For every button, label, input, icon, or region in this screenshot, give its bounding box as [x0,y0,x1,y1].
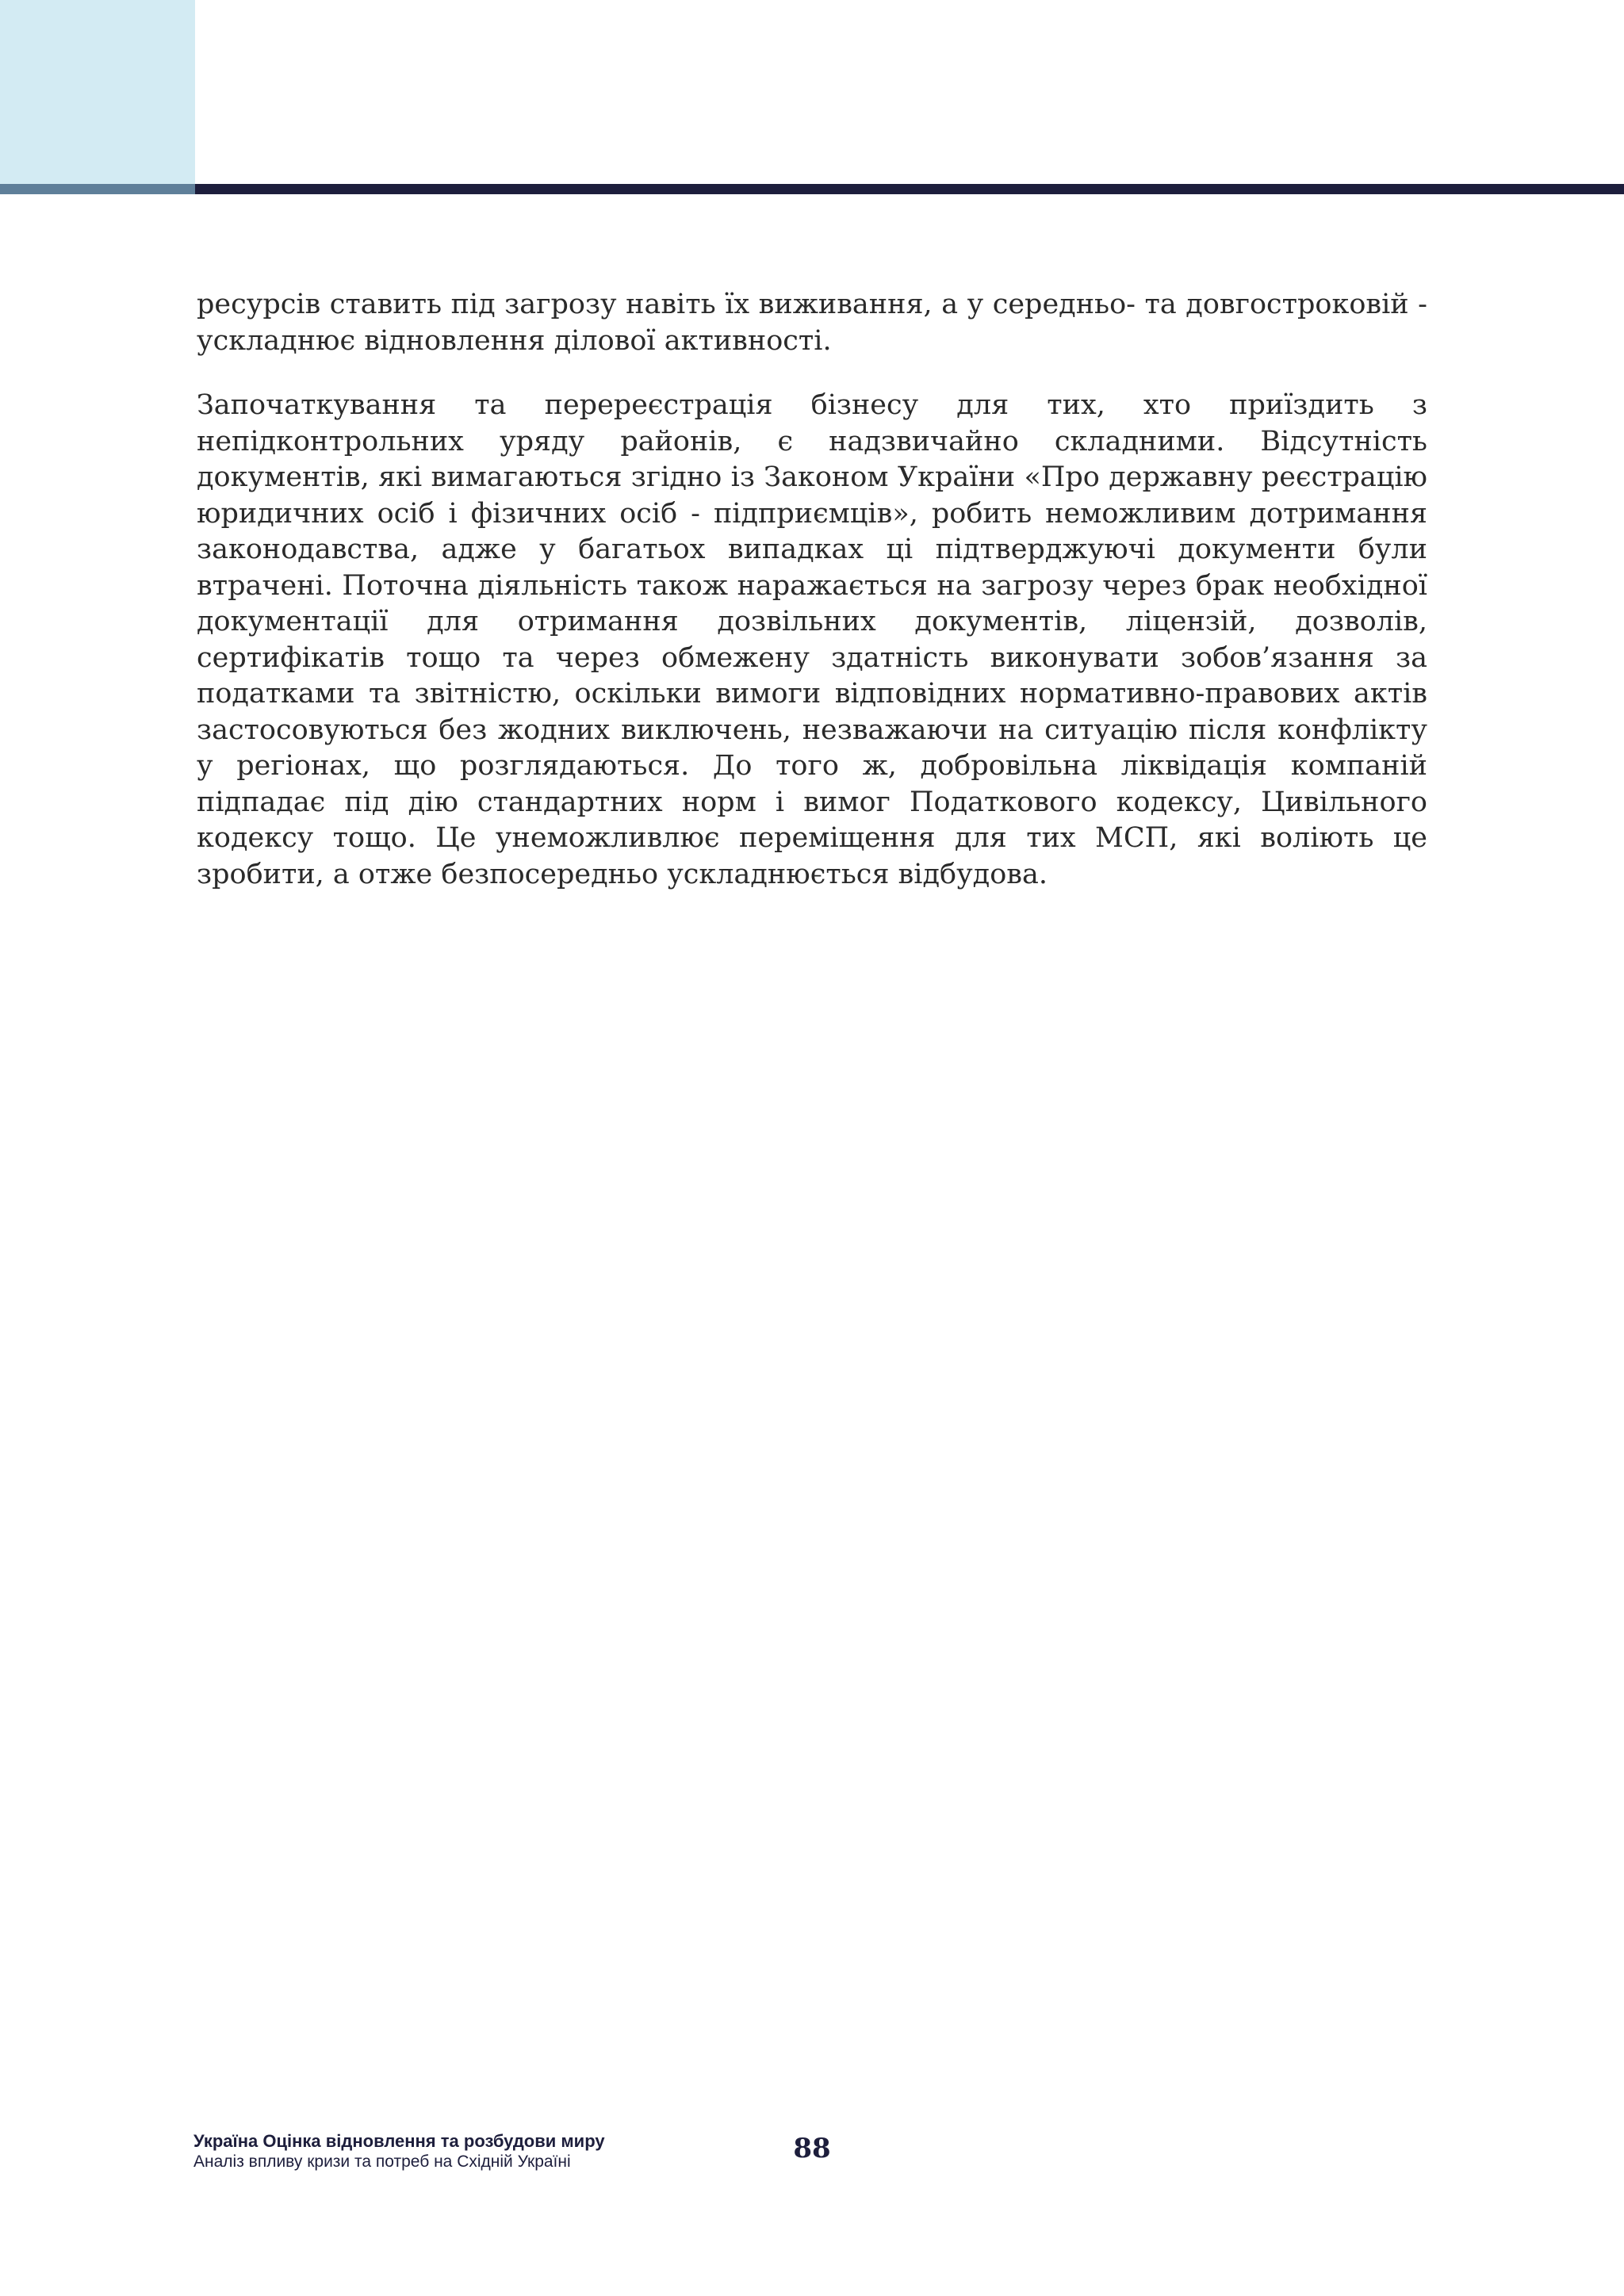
footer-title: Україна Оцінка відновлення та розбудови миру [193,2131,605,2151]
paragraph: Започаткування та перереєстрація бізнесу для тих, хто приїздить з непідконтрольних уряду районів, є надзвичайно складними. Відсутність документів, які вимагаються згідно із Законом України «Про державну реєстрацію юридичних осіб і фізичних осіб - підприємців», робить неможливим дотримання законодавства, адже у багатьох випадках ці підтверджуючі документи були втрачені. Поточна діяльність також наражається на загрозу через брак необхідної документації для отримання дозвільних документів, ліцензій, дозволів, сертифікатів тощо та через обмежену здатність виконувати зобов’язання за податками та звітністю, оскільки вимоги відповідних нормативно-правових актів застосовуються без жодних виключень, незважаючи на ситуацію після конфлікту у регіонах, що розглядаються. До того ж, добровільна ліквідація компаній підпадає під дію стандартних норм і вимог Податкового кодексу, Цивільного кодексу тощо. Це унеможливлює переміщення для тих МСП, які воліють це зробити, а отже безпосередньо ускладнюється відбудова. [197,389,1427,890]
footer [193,2131,828,2172]
body-text [197,287,1427,921]
footer-subtitle: Аналіз впливу кризи та потреб на Східній Україні [193,2152,571,2171]
page-number: 88 [793,2133,831,2164]
header-corner-block [0,0,195,184]
paragraph: ресурсів ставить під загрозу навіть їх виживання, а у середньо- та довгостроковій - ускладнює відновлення ділової активності. [197,289,1427,357]
header-bar [195,184,1624,194]
header-bar-accent [0,184,195,194]
